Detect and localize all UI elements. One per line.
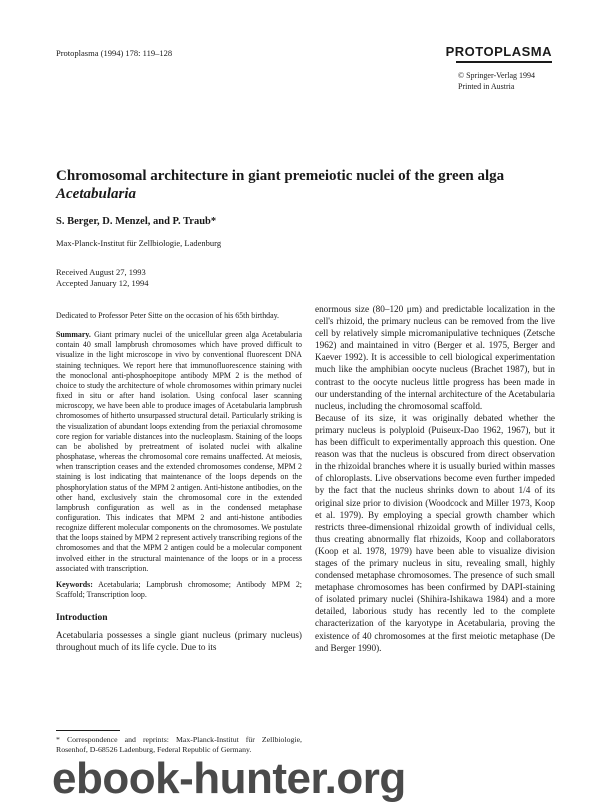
affiliation: Max-Planck-Institut für Zellbiologie, Ladenburg [56, 238, 222, 248]
accepted-date: Accepted January 12, 1994 [56, 278, 149, 288]
article-title [56, 167, 536, 203]
summary-paragraph [56, 330, 302, 574]
copyright-line: © Springer-Verlag 1994 [458, 71, 536, 80]
right-paragraph-1: enormous size (80–120 μm) and predictable localization in the cell's rhizoid, the primary nucleus can be removed from the live cell by relatively simple micromanipulative techniques (Zetsche 1962) and maintained in vitro (Berger et al. 1975, Berger and Kaever 1992). It is accessible to cell biological experimentation much like the amphibian oocyte nucleus (Brachet 1987), but in contrast to the oocyte nucleus little progress has been made in our understanding of the internal architecture of the Acetabularia nucleus, including the chromosomal scaffold. [315, 304, 555, 411]
title-main: Chromosomal architecture in giant premeiotic nuclei of the green alga [56, 168, 505, 184]
printed-line: Printed in Austria [458, 82, 515, 91]
publisher-info [458, 70, 535, 92]
journal-brand-logo: PROTOPLASMA [445, 44, 552, 59]
correspondence-footnote: * Correspondence and reprints: Max-Planck-Institut für Zellbiologie, Rosenhof, D-68526 Ladenburg, Federal Republic of Germany. [56, 735, 302, 754]
author-list: S. Berger, D. Menzel, and P. Traub* [56, 216, 217, 227]
keywords-text: Acetabularia; Lampbrush chromosome; Antibody MPM 2; Scaffold; Transcription loop. [56, 579, 302, 600]
introduction-text: Acetabularia possesses a single giant nucleus (primary nucleus) throughout much of its life cycle. Due to its [56, 630, 302, 653]
footnote-rule [56, 730, 120, 731]
dedication: Dedicated to Professor Peter Sitte on the occasion of his 65th birthday. [56, 311, 280, 320]
article-dates [56, 267, 149, 289]
summary-text: Giant primary nuclei of the unicellular green alga Acetabularia contain 40 small lampbrush chromosomes which have proved difficult to visualize in the light microscope in vivo by conventional fluorescent DNA staining techniques. We report here that immunofluorescence staining with the monoclonal anti-phosphoepitope antibody MPM 2 is the method of choice to study the architecture of whole chromosomes within primary nuclei fixed in situ or after hand isolation. Using confocal laser scanning microscopy, we have been able to produce images of Acetabularia lampbrush chromosomes of hitherto unsurpassed structural detail. Particularly striking is the visualization of abundant loops extending from the periaxial chromosome core region for variable distances into the nucleoplasm. Staining of the loops can be abolished by pretreatment of isolated nuclei with alkaline phosphatase, whereas the chromosomal core remains unaffected. At meiosis, when transcription ceases and the extended chromosomes condense, MPM 2 staining is lost indicating that maintenance of the loops depends on the phosphorylation status of the MPM 2 antigen. Anti-histone antibodies, on the other hand, exclusively stain the chromosomal core in the extended lampbrush configuration as well as in the condensed metaphase configuration. This indicates that MPM 2 and anti-histone antibodies recognize different molecular components on the chromosomes. We postulate that the loops stained by MPM 2 represent actively transcribing regions of the chromosomes and that the MPM 2 antigen could be a molecular component involved either in the structural maintenance of the loops or in a process associated with transcription. [56, 330, 302, 573]
introduction-heading: Introduction [56, 613, 108, 624]
title-italic: Acetabularia [56, 186, 137, 202]
keywords-label: Keywords: [56, 579, 93, 589]
watermark: ebook-hunter.org [52, 754, 406, 803]
left-column [56, 311, 302, 654]
right-column [315, 303, 555, 654]
brand-underline [456, 61, 552, 63]
keywords-paragraph [56, 580, 302, 600]
journal-reference: Protoplasma (1994) 178: 119–128 [56, 48, 173, 58]
received-date: Received August 27, 1993 [56, 267, 146, 277]
right-paragraph-2: Because of its size, it was originally debated whether the primary nucleus is polyploid (Puiseux-Dao 1962, 1967), but it has been difficult to experimentally approach this question. One reason was that the nucleus is obscured from direct observation in the rhizoidal branches where it is usually buried within masses of chloroplasts. Live observations become even further impeded by the fact that the nucleus shrinks down to about 1/4 of its original size prior to division (Woodcock and Miller 1973, Koop et al. 1979). By employing a special growth chamber which restricts three-dimensional rhizoidal growth of individual cells, thus creating abnormally flat rhizoids, Koop and collaborators (Koop et al. 1978, 1979) have been able to visualize division stages of the primary nucleus in situ, revealing small, highly condensed metaphase chromosomes. The presence of such small metaphase chromosomes has been confirmed by DAPI-staining of isolated primary nuclei (Shihira-Ishikawa 1984) and a more detailed, laborious study has recently led to the complete characterization of the karyotype in Acetabularia, proving the existence of 40 chromosomes at the first meiotic metaphase (De and Berger 1990). [315, 412, 555, 653]
summary-label: Summary. [56, 330, 91, 340]
